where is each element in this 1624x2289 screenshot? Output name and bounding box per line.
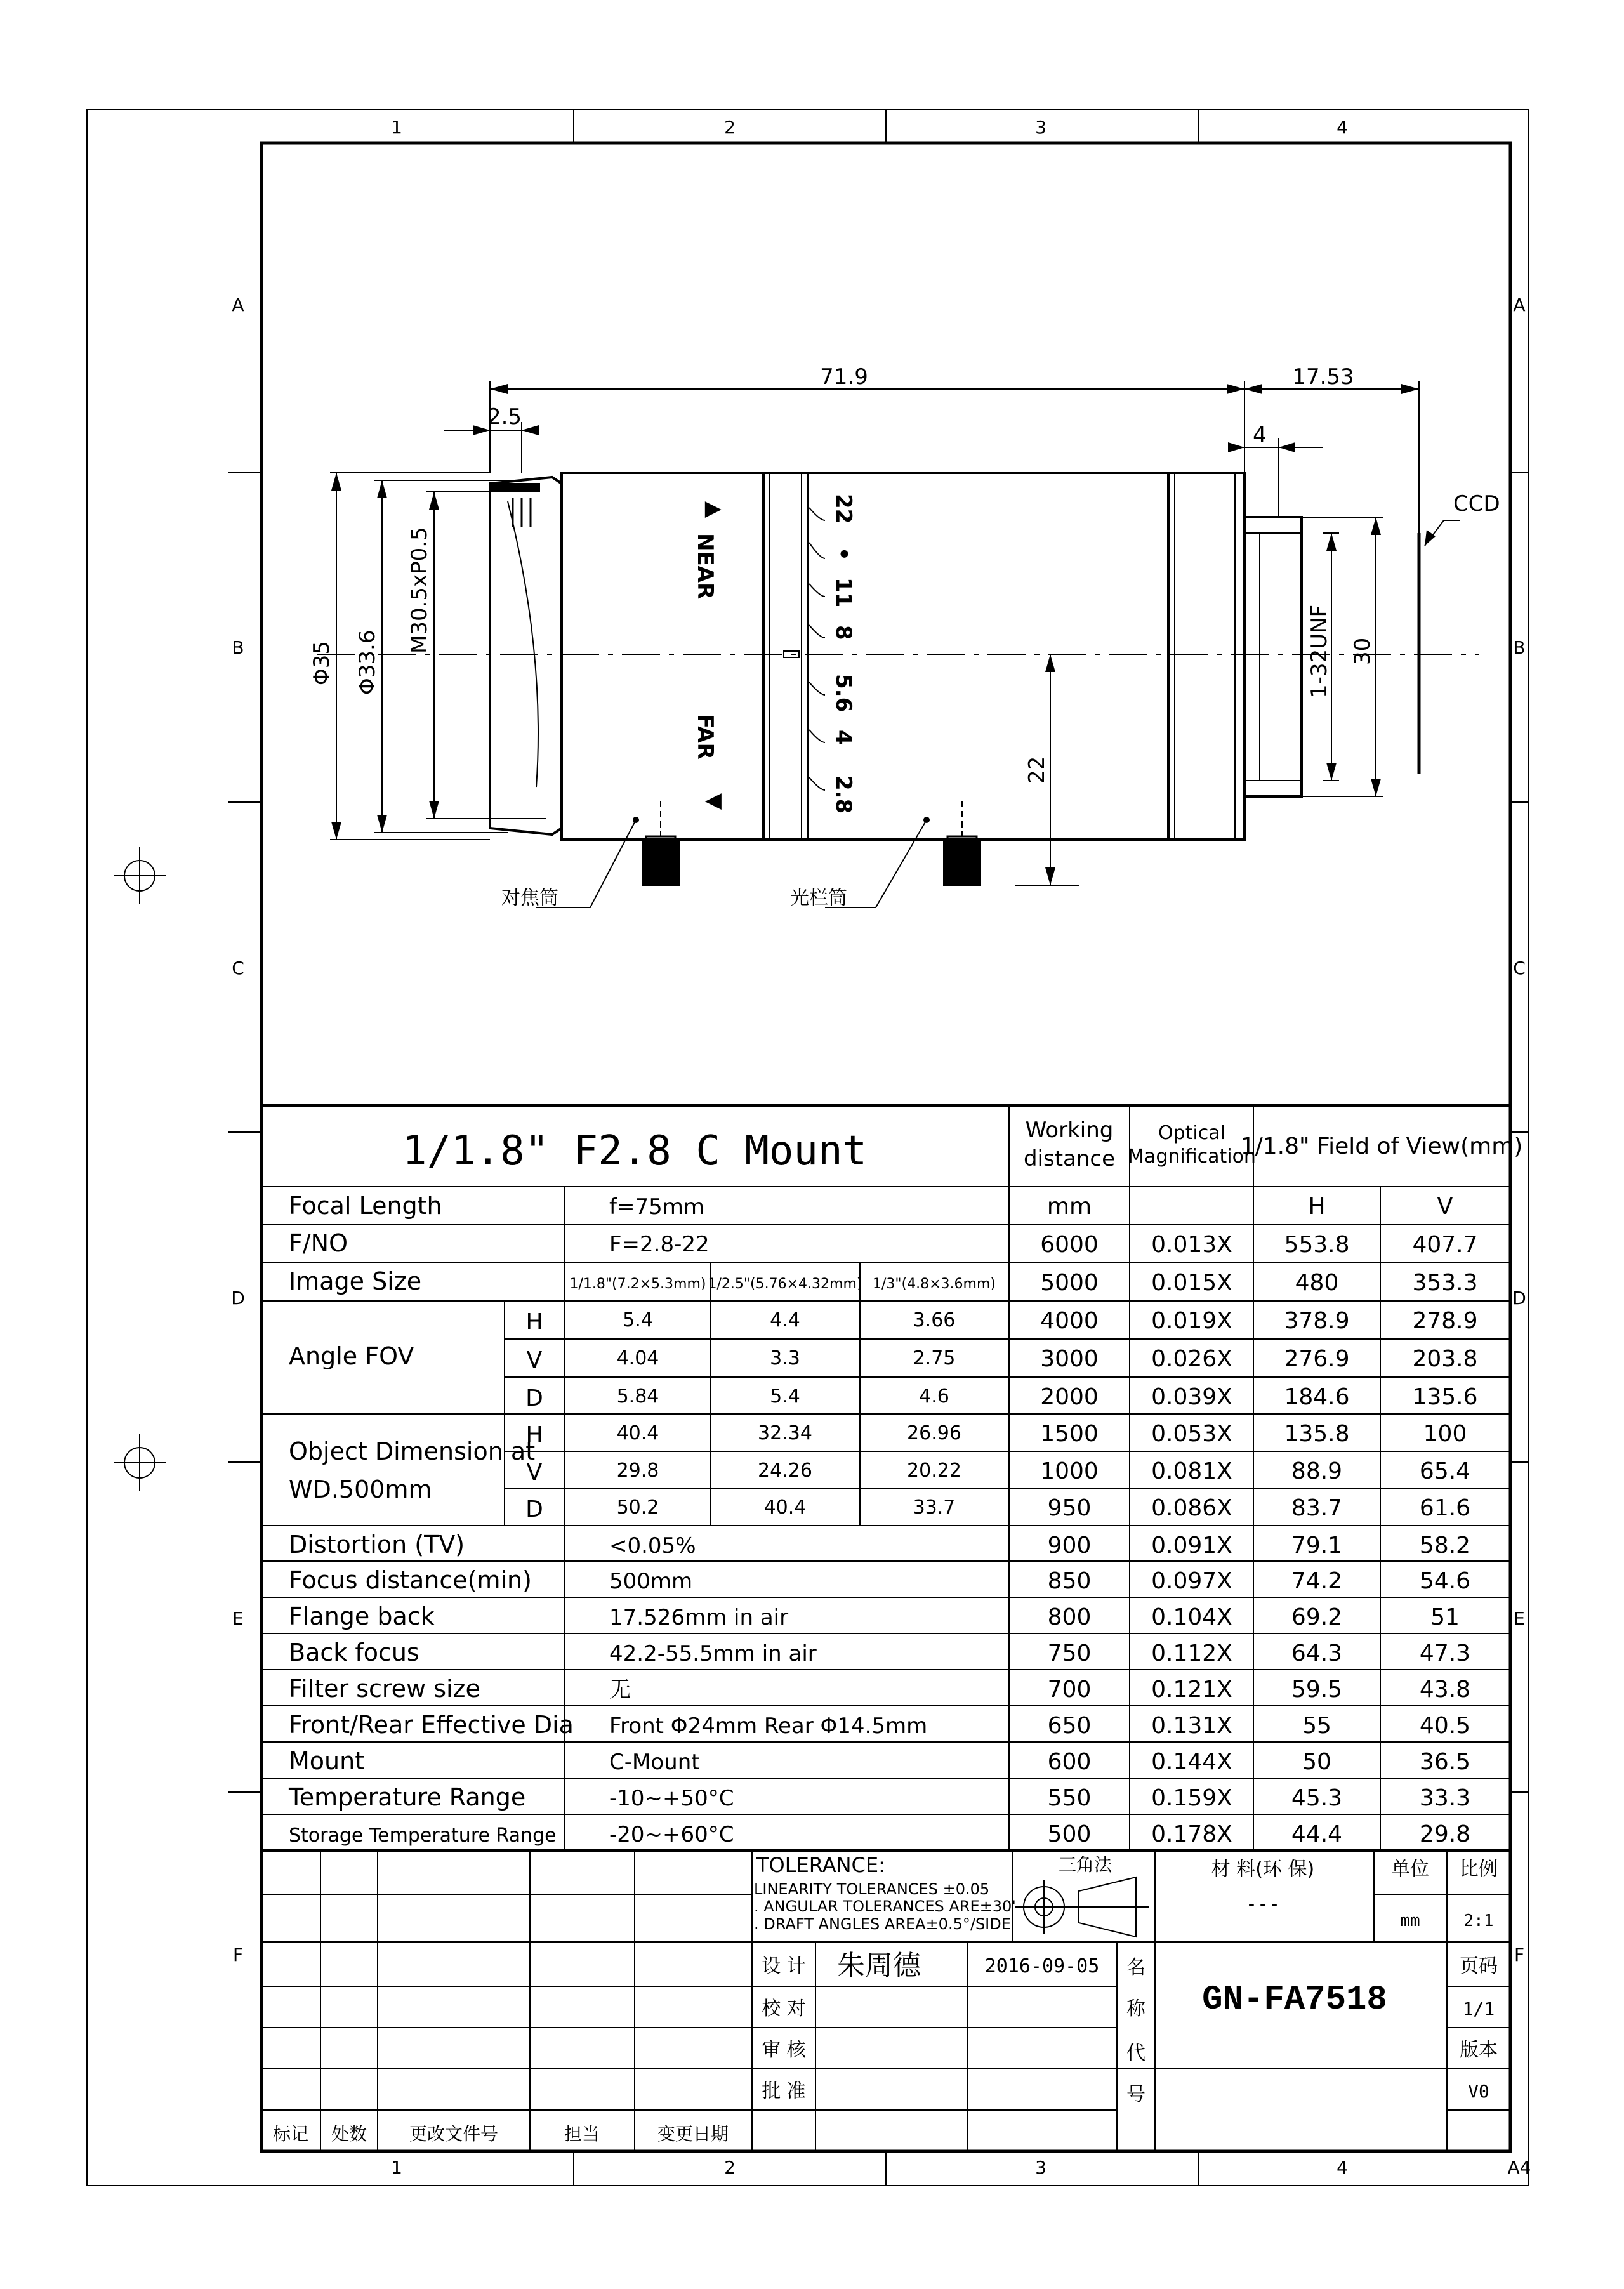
spec-row-label: Front/Rear Effective Dia (289, 1711, 574, 1739)
name-label-2: 称 (1126, 1998, 1145, 2020)
angle-fov-cell: 5.84 (616, 1385, 659, 1408)
wd-table-cell: 135.6 (1412, 1384, 1478, 1410)
spec-row-value: 500mm (609, 1569, 693, 1594)
wd-table-cell: 58.2 (1419, 1533, 1471, 1559)
aperture-4: 4 (831, 730, 856, 745)
c-mount (1244, 517, 1302, 796)
wd-table-cell: 40.5 (1419, 1713, 1471, 1739)
wd-table-cell: 6000 (1040, 1232, 1099, 1258)
wd-table-cell: 2000 (1040, 1384, 1099, 1410)
wd-table-cell: 0.053X (1151, 1421, 1232, 1447)
axis-label-v: V (526, 1347, 543, 1373)
dim-rear-step: 4 (1253, 423, 1267, 448)
axis-label-h: H (525, 1422, 543, 1448)
aperture-5-6: 5.6 (831, 674, 856, 713)
angle-fov-cell: 4.04 (616, 1347, 659, 1369)
wd-table-cell: 51 (1430, 1604, 1460, 1630)
dim-front-step: 2.5 (487, 404, 522, 430)
tolerance-line-3: . DRAFT ANGLES AREA±0.5°/SIDE (754, 1915, 1011, 1933)
spec-row-label: Distortion (TV) (289, 1531, 465, 1559)
aperture-dot: • (831, 547, 856, 561)
tolerance-title: TOLERANCE: (756, 1853, 885, 1877)
wd-table-cell: 65.4 (1419, 1458, 1471, 1484)
paper-size: A4 (1507, 2157, 1531, 2178)
wd-table-cell: 900 (1047, 1533, 1092, 1559)
grid-row-a-left: A (232, 294, 244, 315)
material-label: 材 料(环 保) (1211, 1858, 1315, 1880)
grid-row-e-left: E (232, 1608, 244, 1629)
grid-col-3-bottom: 3 (1035, 2157, 1046, 2178)
grid-row-b-left: B (232, 637, 244, 658)
scale-value: 2:1 (1463, 1911, 1494, 1930)
design-label: 设 计 (762, 1955, 806, 1977)
dim-screw-height: 22 (1024, 756, 1050, 784)
grid-row-f-right: F (1514, 1944, 1525, 1965)
spec-row-label: Back focus (289, 1639, 419, 1666)
wd-table-cell: 553.8 (1284, 1232, 1350, 1258)
object-dim-cell: 20.22 (907, 1460, 961, 1482)
version-value: V0 (1468, 2081, 1489, 2102)
wd-table-cell: 0.131X (1151, 1713, 1232, 1739)
wd-table-cell: 45.3 (1291, 1785, 1343, 1811)
grid-col-1-top: 1 (391, 117, 402, 138)
spec-row-value: -10~+50°C (609, 1786, 734, 1811)
material-value: --- (1245, 1893, 1281, 1915)
wd-table-cell: 480 (1295, 1270, 1339, 1296)
wd-table-cell: 74.2 (1291, 1568, 1343, 1594)
grid-row-c-left: C (232, 958, 244, 979)
spec-row-label: Flange back (289, 1602, 435, 1630)
angle-fov-cell: 3.66 (913, 1309, 956, 1331)
dim-mount-thread: 1-32UNF (1307, 604, 1332, 698)
wd-table-cell: 50 (1302, 1749, 1331, 1775)
wd-table-cell: 61.6 (1419, 1495, 1471, 1521)
focal-length-value: f=75mm (609, 1194, 704, 1220)
projection-label: 三角法 (1058, 1854, 1112, 1875)
wd-table-cell: 0.091X (1151, 1533, 1232, 1559)
review-label: 审 核 (762, 2039, 806, 2061)
spec-row-label: Storage Temperature Range (289, 1824, 557, 1847)
grid-row-b-right: B (1513, 637, 1526, 658)
object-dim-cell: 33.7 (913, 1496, 956, 1519)
wd-table-cell: 0.144X (1151, 1749, 1232, 1775)
wd-table-cell: 203.8 (1412, 1346, 1478, 1372)
wd-table-cell: 407.7 (1412, 1232, 1478, 1258)
wd-unit-cell: V (1437, 1194, 1453, 1220)
aperture-8: 8 (831, 625, 856, 640)
wd-table-cell: 0.112X (1151, 1640, 1232, 1666)
wd-table-cell: 550 (1047, 1785, 1092, 1811)
scale-label: 比例 (1460, 1858, 1498, 1880)
wd-unit-cell: mm (1046, 1194, 1092, 1220)
spec-row-value: 42.2-55.5mm in air (609, 1641, 817, 1666)
mag-header-line2: Magnification (1128, 1145, 1256, 1168)
designer-name: 朱周德 (837, 1949, 921, 1982)
approve-label: 批 准 (762, 2080, 806, 2102)
grid-col-2-bottom: 2 (724, 2157, 736, 2178)
object-dim-cell: 32.34 (758, 1422, 812, 1444)
wd-table-cell: 4000 (1040, 1308, 1099, 1334)
wd-table-cell: 0.178X (1151, 1821, 1232, 1847)
object-dim-cell: 50.2 (616, 1496, 659, 1519)
focus-lock-screw (642, 841, 679, 885)
spec-row-label: Temperature Range (289, 1783, 526, 1811)
grid-row-d-right: D (1512, 1288, 1526, 1309)
image-size-col-3: 1/3"(4.8×3.6mm) (873, 1276, 996, 1292)
angle-fov-cell: 5.4 (770, 1385, 800, 1408)
wd-table-cell: 650 (1047, 1713, 1092, 1739)
object-dim-cell: 40.4 (616, 1422, 659, 1444)
registration-marks (114, 847, 166, 1491)
spec-row-value: -20~+60°C (609, 1822, 734, 1847)
wd-table-cell: 276.9 (1284, 1346, 1350, 1372)
image-size-col-2: 1/2.5"(5.76×4.32mm) (708, 1276, 862, 1292)
grid-col-2-top: 2 (724, 117, 736, 138)
axis-label-d: D (525, 1496, 543, 1522)
rear-collar (1168, 473, 1244, 840)
object-dim-label-2: WD.500mm (289, 1475, 432, 1503)
object-dim-cell: 29.8 (616, 1460, 659, 1482)
tolerance-line-1: LINEARITY TOLERANCES ±0.05 (754, 1880, 990, 1898)
wd-table-cell: 1500 (1040, 1421, 1099, 1447)
spec-title: 1/1.8" F2.8 C Mount (402, 1128, 868, 1175)
wd-table-cell: 43.8 (1419, 1677, 1471, 1703)
focus-ring-label: 对焦筒 (501, 887, 558, 909)
name-label-1: 名 (1126, 1956, 1145, 1979)
near-label: NEAR (692, 533, 718, 600)
wd-table-cell: 0.013X (1151, 1232, 1232, 1258)
grid-row-f-left: F (232, 1944, 244, 1965)
wd-table-cell: 83.7 (1291, 1495, 1343, 1521)
wd-table-cell: 0.159X (1151, 1785, 1232, 1811)
spec-row-label: Filter screw size (289, 1675, 480, 1703)
wd-header-line1: Working (1025, 1118, 1114, 1143)
grid-col-3-top: 3 (1035, 117, 1046, 138)
wd-table-cell: 750 (1047, 1640, 1092, 1666)
aperture-2-8: 2.8 (831, 775, 856, 814)
axis-label-h: H (525, 1309, 543, 1335)
wd-header-line2: distance (1023, 1146, 1116, 1171)
page-label: 页码 (1460, 1955, 1498, 1977)
axis-label-d: D (525, 1385, 543, 1411)
near-arrow-icon: ▲ (702, 501, 727, 518)
wd-table-cell: 600 (1047, 1749, 1092, 1775)
dim-mount-dia: 30 (1350, 637, 1375, 665)
fov-header: 1/1.8" Field of View(mm) (1240, 1133, 1523, 1159)
wd-table-cell: 0.039X (1151, 1384, 1232, 1410)
wd-table-cell: 55 (1302, 1713, 1331, 1739)
part-number: GN-FA7518 (1202, 1981, 1387, 2019)
wd-table-cell: 0.104X (1151, 1604, 1232, 1630)
wd-table-cell: 79.1 (1291, 1533, 1343, 1559)
spec-row-value: <0.05% (609, 1533, 696, 1559)
wd-table-cell: 100 (1423, 1421, 1467, 1447)
wd-table-cell: 353.3 (1412, 1270, 1478, 1296)
focal-length-label: Focal Length (289, 1192, 442, 1220)
wd-unit-cell: H (1308, 1194, 1326, 1220)
dim-overall-length: 71.9 (820, 364, 868, 390)
mag-header-line1: Optical (1158, 1122, 1225, 1144)
dimension-arrowheads (331, 384, 1436, 885)
grid-row-e-right: E (1514, 1608, 1525, 1629)
axis-label-v: V (526, 1460, 543, 1486)
wd-table-cell: 378.9 (1284, 1308, 1350, 1334)
iris-lock-screw (944, 841, 980, 885)
grid-col-1-bottom: 1 (391, 2157, 402, 2178)
aperture-11: 11 (831, 577, 856, 608)
wd-table-cell: 0.086X (1151, 1495, 1232, 1521)
wd-table-cell: 700 (1047, 1677, 1092, 1703)
object-dim-label-1: Object Dimension at (289, 1437, 536, 1465)
unit-value: mm (1400, 1911, 1420, 1930)
tolerance-line-2: . ANGULAR TOLERANCES ARE±30' (754, 1897, 1016, 1915)
wd-table-cell: 88.9 (1291, 1458, 1343, 1484)
dim-filter-thread: M30.5xP0.5 (407, 527, 432, 654)
ccd-label: CCD (1453, 491, 1500, 517)
object-dim-cell: 24.26 (758, 1460, 812, 1482)
angle-fov-cell: 5.4 (623, 1309, 653, 1331)
dim-back-flange: 17.53 (1292, 364, 1354, 390)
unit-label: 单位 (1391, 1858, 1429, 1880)
rev-header-count: 处数 (331, 2123, 367, 2144)
wd-table-cell: 500 (1047, 1821, 1092, 1847)
lens-drawing (317, 473, 1479, 885)
rev-header-mark: 标记 (272, 2123, 309, 2144)
rev-header-doc: 更改文件号 (409, 2123, 499, 2144)
wd-table-cell: 850 (1047, 1568, 1092, 1594)
wd-table-cell: 0.015X (1151, 1270, 1232, 1296)
dim-dia-35: Φ35 (309, 640, 334, 685)
code-label-1: 代 (1126, 2042, 1145, 2064)
wd-table-cell: 44.4 (1291, 1821, 1343, 1847)
far-arrow-icon: ▼ (702, 793, 727, 810)
check-label: 校 对 (762, 1998, 806, 2020)
wd-table-cell: 0.019X (1151, 1308, 1232, 1334)
wd-table-cell: 33.3 (1419, 1785, 1471, 1811)
wd-table-cell: 36.5 (1419, 1749, 1471, 1775)
spec-row-value: C-Mount (609, 1750, 700, 1775)
grid-row-a-right: A (1513, 294, 1526, 315)
wd-table-cell: 950 (1047, 1495, 1092, 1521)
wd-table-cell: 5000 (1040, 1270, 1099, 1296)
angle-fov-cell: 3.3 (770, 1347, 800, 1369)
code-label-2: 号 (1126, 2083, 1145, 2106)
spec-row-value: 无 (609, 1677, 631, 1703)
wd-table-cell: 278.9 (1412, 1308, 1478, 1334)
fno-label: F/NO (289, 1229, 348, 1257)
grid-row-d-left: D (231, 1288, 245, 1309)
wd-table-cell: 59.5 (1291, 1677, 1343, 1703)
wd-table-cell: 0.097X (1151, 1568, 1232, 1594)
image-size-col-1: 1/1.8"(7.2×5.3mm) (569, 1276, 706, 1292)
version-label: 版本 (1460, 2039, 1498, 2061)
wd-table-cell: 47.3 (1419, 1640, 1471, 1666)
design-date: 2016-09-05 (984, 1955, 1100, 1977)
wd-table-cell: 0.026X (1151, 1346, 1232, 1372)
rev-header-owner: 担当 (564, 2123, 600, 2144)
spec-row-label: Focus distance(min) (289, 1566, 532, 1594)
far-label: FAR (692, 714, 718, 760)
iris-barrel (808, 473, 1168, 840)
wd-table-cell: 69.2 (1291, 1604, 1343, 1630)
grid-col-4-top: 4 (1337, 117, 1348, 138)
wd-table-cell: 1000 (1040, 1458, 1099, 1484)
wd-table-cell: 54.6 (1419, 1568, 1471, 1594)
image-size-label: Image Size (289, 1267, 422, 1295)
fno-value: F=2.8-22 (609, 1232, 710, 1257)
wd-table-cell: 3000 (1040, 1346, 1099, 1372)
spec-row-value: Front Φ24mm Rear Φ14.5mm (609, 1713, 928, 1739)
wd-table-cell: 29.8 (1419, 1821, 1471, 1847)
grid-col-4-bottom: 4 (1337, 2157, 1348, 2178)
projection-symbol-icon (1015, 1877, 1149, 1937)
angle-fov-cell: 4.4 (770, 1309, 800, 1331)
wd-table-cell: 0.081X (1151, 1458, 1232, 1484)
aperture-leader-lines (809, 508, 825, 790)
page-value: 1/1 (1462, 1998, 1495, 2019)
spec-row-label: Mount (289, 1747, 365, 1775)
rev-header-date: 变更日期 (657, 2123, 729, 2144)
wd-table-cell: 800 (1047, 1604, 1092, 1630)
angle-fov-cell: 2.75 (913, 1347, 956, 1369)
wd-table-cell: 135.8 (1284, 1421, 1350, 1447)
wd-table-cell: 184.6 (1284, 1384, 1350, 1410)
front-cap (490, 477, 562, 834)
dim-dia-33-6: Φ33.6 (355, 630, 380, 695)
angle-fov-cell: 4.6 (919, 1385, 949, 1408)
wd-table-cell: 0.121X (1151, 1677, 1232, 1703)
spec-row-value: 17.526mm in air (609, 1605, 789, 1630)
object-dim-cell: 26.96 (907, 1422, 961, 1444)
angle-fov-label: Angle FOV (289, 1342, 414, 1370)
wd-table-cell: 64.3 (1291, 1640, 1343, 1666)
object-dim-cell: 40.4 (763, 1496, 807, 1519)
focus-barrel (562, 473, 763, 840)
aperture-22: 22 (831, 494, 856, 524)
grid-row-c-right: C (1513, 958, 1526, 979)
iris-ring-label: 光栏筒 (790, 887, 847, 909)
